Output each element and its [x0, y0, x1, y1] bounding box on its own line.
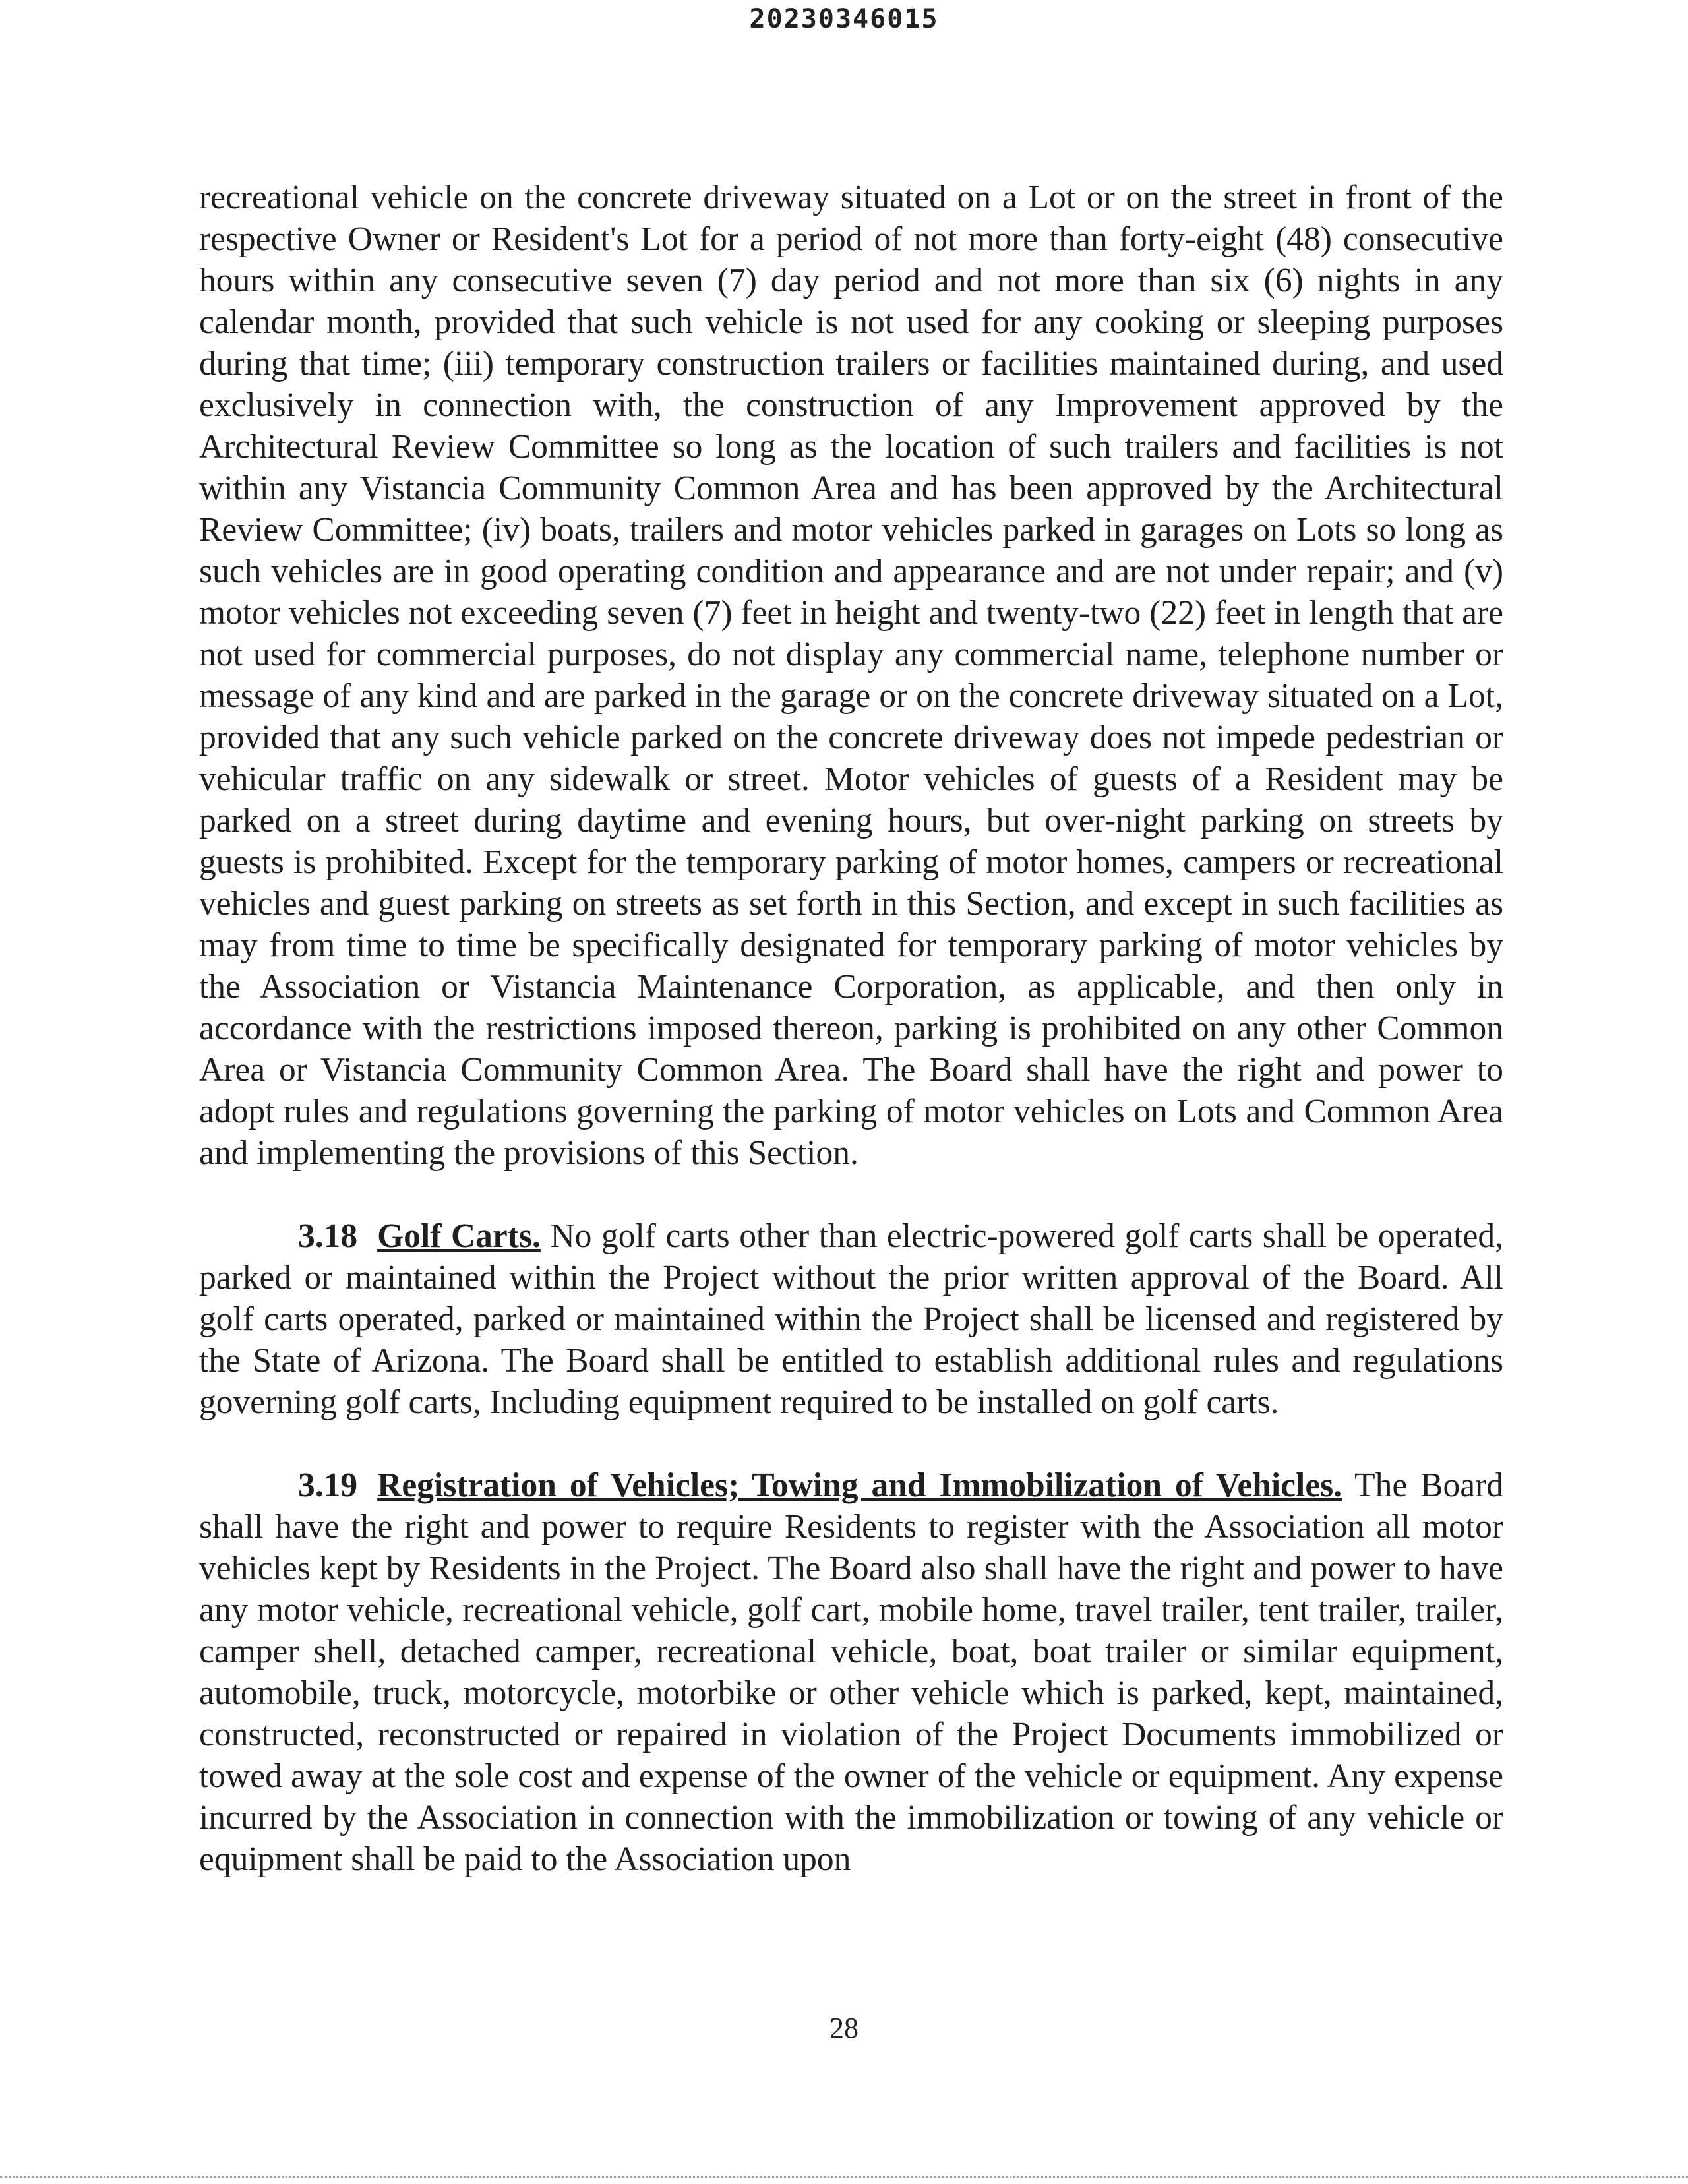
section-text: The Board shall have the right and power to require Residents to register with the Association all motor vehicles kept by Residents in the Project. The Board also shall have the right and power to have any motor vehicle, recreational vehicle, golf cart, mobile home, travel trailer, tent trailer, trailer, camper shell, detached camper, recreational vehicle, boat, boat trailer or similar equipment, automobile, truck, motorcycle, motorbike or other vehicle which is parked, kept, maintained, constructed, reconstructed or repaired in violation of the Project Documents immobilized or towed away at the sole cost and expense of the owner of the vehicle or equipment. Any expense incurred by the Association in connection with the immobilization or towing of any vehicle or equipment shall be paid to the Association upon	[199, 1467, 1503, 1878]
section-3-18	[199, 1215, 1503, 1423]
page-number: 28	[829, 2012, 859, 2044]
section-title: Golf Carts.	[377, 1217, 541, 1255]
section-3-19	[199, 1465, 1503, 1880]
section-number: 3.19	[298, 1467, 358, 1504]
recording-number: 20230346015	[749, 4, 939, 34]
section-number: 3.18	[298, 1217, 358, 1255]
section-title: Registration of Vehicles; Towing and Immobilization of Vehicles.	[377, 1467, 1342, 1504]
document-body	[199, 177, 1503, 1880]
section-text: No golf carts other than electric-powered golf carts shall be operated, parked or maintained within the Project without the prior written approval of the Board. All golf carts operated, parked or maintained within the Project shall be licensed and registered by the State of Arizona. The Board shall be entitled to establish additional rules and regulations governing golf carts, Including equipment required to be installed on golf carts.	[199, 1217, 1504, 1421]
paragraph-continued: recreational vehicle on the concrete driveway situated on a Lot or on the street in front of the respective Owner or Resident's Lot for a period of not more than forty-eight (48) consecutive hours within any consecutive seven (7) day period and not more than six (6) nights in any calendar month, provided that such vehicle is not used for any cooking or sleeping purposes during that time; (iii) temporary construction trailers or facilities maintained during, and used exclusively in connection with, the construction of any Improvement approved by the Architectural Review Committee so long as the location of such trailers and facilities is not within any Vistancia Community Common Area and has been approved by the Architectural Review Committee; (iv) boats, trailers and motor vehicles parked in garages on Lots so long as such vehicles are in good operating condition and appearance and are not under repair; and (v) motor vehicles not exceeding seven (7) feet in height and twenty-two (22) feet in length that are not used for commercial purposes, do not display any commercial name, telephone number or message of any kind and are parked in the garage or on the concrete driveway situated on a Lot, provided that any such vehicle parked on the concrete driveway does not impede pedestrian or vehicular traffic on any sidewalk or street. Motor vehicles of guests of a Resident may be parked on a street during daytime and evening hours, but over-night parking on streets by guests is prohibited. Except for the temporary parking of motor homes, campers or recreational vehicles and guest parking on streets as set forth in this Section, and except in such facilities as may from time to time be specifically designated for temporary parking of motor vehicles by the Association or Vistancia Maintenance Corporation, as applicable, and then only in accordance with the restrictions imposed thereon, parking is prohibited on any other Common Area or Vistancia Community Common Area. The Board shall have the right and power to adopt rules and regulations governing the parking of motor vehicles on Lots and Common Area and implementing the provisions of this Section.	[199, 179, 1503, 1172]
scan-edge-divider	[0, 2176, 1688, 2178]
